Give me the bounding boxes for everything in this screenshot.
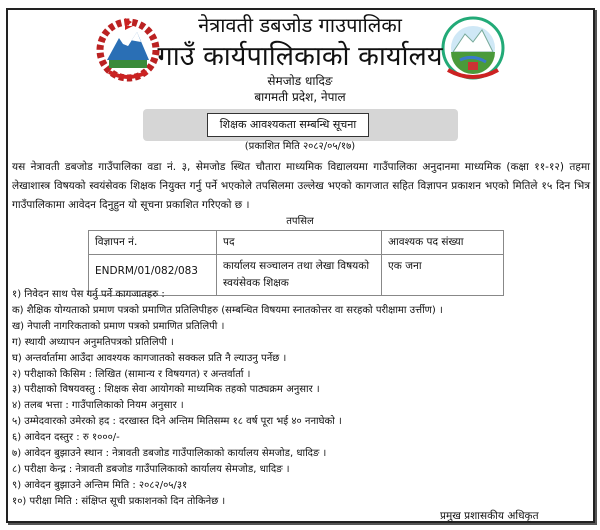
list-item: ७) आवेदन बुझाउने स्थान : नेत्रावती डबजोड गाउँपालिकाको कार्यालय सेमजोड, धादिङ । — [12, 448, 327, 460]
list-item: ख) नेपाली नागरिकताको प्रमाण पत्रको प्रमाणित प्रतिलिपी । — [12, 320, 225, 332]
list-item: ४) तलब भत्ता : गाउँपालिकाको नियम अनुसार । — [12, 400, 184, 412]
requirements-list — [12, 287, 592, 510]
list-item: घ) अन्तर्वार्तामा आउँदा आवश्यक कागजातको सक्कल प्रति नै ल्याउनु पर्नेछ । — [12, 352, 287, 364]
cell-position: कार्यालय सञ्चालन तथा लेखा विषयको स्वयंसेवक शिक्षक — [217, 255, 382, 296]
published-date: (प्रकाशित मिति २०८२/०५/१७) — [244, 141, 356, 152]
list-item: ३) परीक्षाको विषयवस्तु : शिक्षक सेवा आयोगको माध्यमिक तहको पाठ्यक्रम अनुसार । — [12, 384, 320, 396]
office-province: बागमती प्रदेश, नेपाल — [254, 90, 346, 104]
header-position: पद — [217, 231, 382, 255]
table-header-row — [89, 231, 504, 255]
list-item: क) शैक्षिक योग्यताको प्रमाण पत्रको प्रमाणित प्रतिलिपीहरु (सम्बन्धित विषयमा स्नातकोत्तर वा सरहको परीक्षामा उर्त्तीण) । — [12, 304, 443, 316]
municipality-name: नेत्रावती डबजोड गाउपालिका — [198, 13, 402, 37]
list-item: ग) स्थायी अध्यापन अनुमतिपत्रको प्रतिलिपी । — [12, 336, 174, 348]
list-item: २) परीक्षाको किसिम : लिखित (सामान्य र विषयगत) र अन्तर्वार्ता । — [12, 368, 251, 380]
signature-title: प्रमुख प्रशासकीय अधिकृत — [440, 510, 539, 522]
list-item: १०) परीक्षा मिति : संक्षिप्त सूची प्रकाशनको दिन तोकिनेछ । — [12, 495, 226, 507]
header-count: आवश्यक पद संख्या — [382, 231, 504, 255]
notice-body: यस नेत्रावती डबजोड गाउँपालिका वडा नं. ३, सेमजोड स्थित चौतारा माध्यमिक विद्यालयमा गाउँपालिका अनुदानमा माध्यमिक (कक्षा ११-१२) तहमा लेखाशास्त्र विषयको स्वयंसेवक शिक्षक नियुक्त गर्नु पर्ने भएकोले तपसिलमा उल्लेख भएको कागजात सहित विज्ञापन प्रकाशन भएको मितिले १५ दिन भित्र गाउँपालिकामा आवेदन दिनुहुन यो सूचना प्रकाशित गरिएको छ । — [12, 161, 590, 211]
list-item: ८) परीक्षा केन्द्र : नेत्रावती डबजोड गाउँपालिकाको कार्यालय सेमजोड, धादिङ । — [12, 463, 290, 475]
office-name: गाउँ कार्यपालिकाको कार्यालय — [157, 41, 443, 72]
header-ad-number: विज्ञापन नं. — [89, 231, 217, 255]
schedule-label: तपसिल — [286, 216, 314, 227]
list-item: ५) उम्मेदवारको उमेरको हद : दरखास्त दिने अन्तिम मितिसम्म १८ वर्ष पूरा भई ४० ननाघेको । — [12, 416, 342, 428]
list-item: ९) आवेदन बुझाउने अन्तिम मिति : २०८२/०५/३१ — [12, 479, 188, 491]
list-item: ६) आवेदन दस्तुर : रु १०००/- — [12, 432, 120, 444]
notice-title: शिक्षक आवश्यकता सम्बन्धि सूचना — [207, 113, 369, 137]
office-location: सेमजोड धादिङ — [267, 74, 333, 88]
cell-count: एक जना — [382, 255, 504, 296]
list-item: १) निवेदन साथ पेस गर्नु पर्ने कागजातहरु : — [12, 289, 165, 300]
cell-ad-number: ENDRM/01/082/083 — [89, 255, 217, 296]
